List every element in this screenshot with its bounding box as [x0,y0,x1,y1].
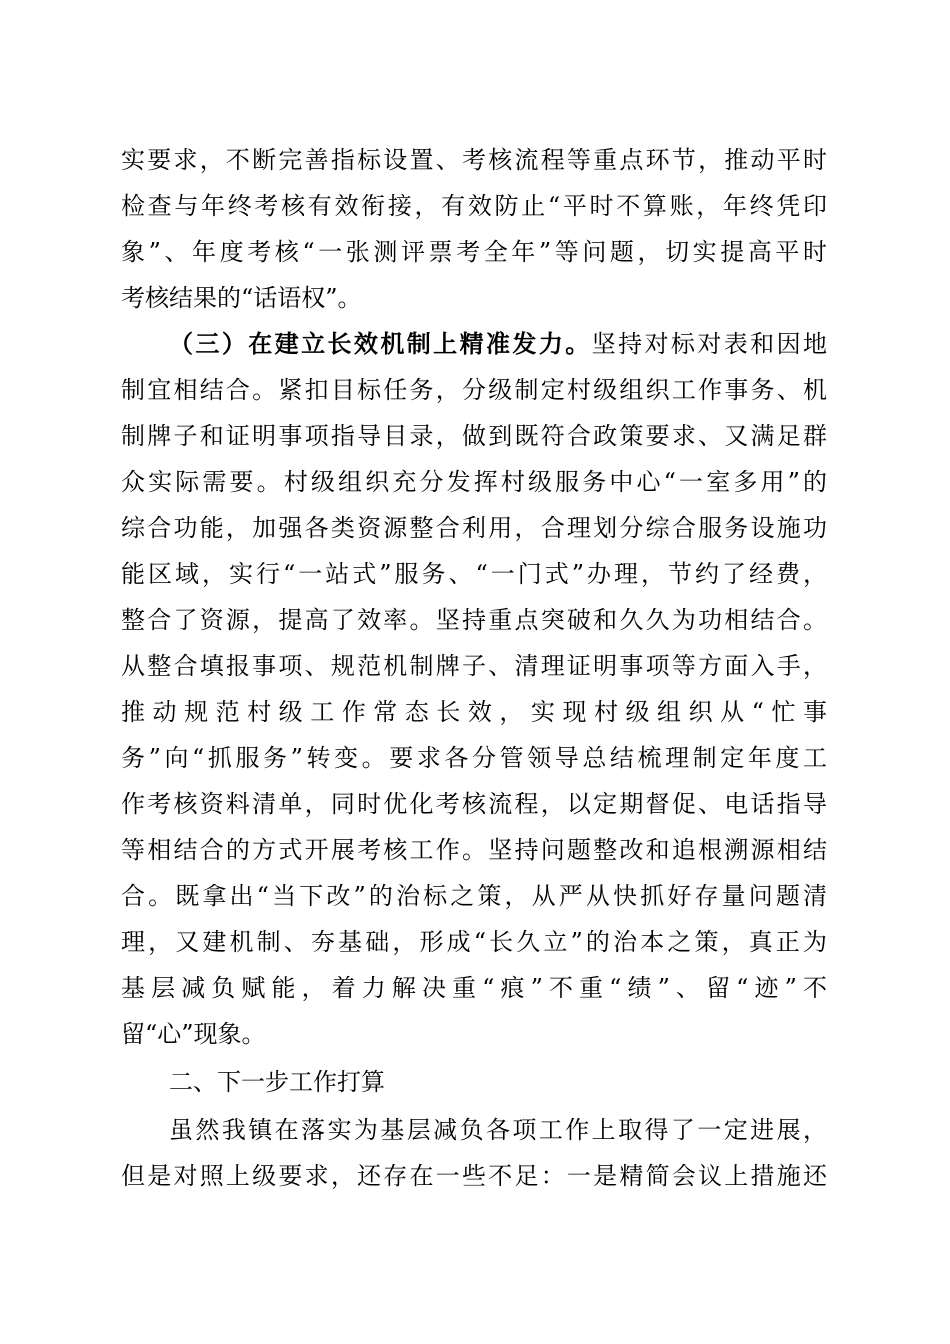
paragraph-line: 众实际需要。村级组织充分发挥村级服务中心“一室多用”的 [121,468,827,496]
paragraph-line: 留“心”现象。 [121,1020,266,1048]
paragraph-line: 推动规范村级工作常态长效，实现村级组织从“忙事 [121,698,827,726]
paragraph-first-line: 虽然我镇在落实为基层减负各项工作上取得了一定进展， [169,1116,827,1144]
paragraph-line: 考核结果的“话语权”。 [121,284,362,312]
paragraph-line: 等相结合的方式开展考核工作。坚持问题整改和追根溯源相结 [121,836,827,864]
paragraph-line: 象”、年度考核“一张测评票考全年”等问题，切实提高平时 [121,238,827,266]
subsection-title: （三）在建立长效机制上精准发力。 [169,329,592,358]
paragraph-line: 作考核资料清单，同时优化考核流程，以定期督促、电话指导 [121,790,827,818]
paragraph-line: 制宜相结合。紧扣目标任务，分级制定村级组织工作事务、机 [121,376,827,404]
paragraph-line: 整合了资源，提高了效率。坚持重点突破和久久为功相结合。 [121,606,827,634]
paragraph-first-line [169,324,827,364]
paragraph-line: 实要求，不断完善指标设置、考核流程等重点环节，推动平时 [121,146,827,174]
paragraph-line: 理，又建机制、夯基础，形成“长久立”的治本之策，真正为 [121,928,827,956]
paragraph-line: 基层减负赋能，着力解决重“痕”不重“绩”、留“迹”不 [121,974,827,1002]
paragraph-line: 制牌子和证明事项指导目录，做到既符合政策要求、又满足群 [121,422,827,450]
paragraph-line: 检查与年终考核有效衔接，有效防止“平时不算账，年终凭印 [121,192,827,220]
paragraph-line: 能区域，实行“一站式”服务、“一门式”办理，节约了经费， [121,560,827,588]
paragraph-line: 综合功能，加强各类资源整合利用，合理划分综合服务设施功 [121,514,827,542]
paragraph-line: 从整合填报事项、规范机制牌子、清理证明事项等方面入手， [121,652,827,680]
paragraph-line: 合。既拿出“当下改”的治标之策，从严从快抓好存量问题清 [121,882,827,910]
paragraph-text: 坚持对标对表和因地 [591,330,828,358]
section-heading: 二、下一步工作打算 [169,1068,385,1096]
paragraph-line: 务”向“抓服务”转变。要求各分管领导总结梳理制定年度工 [121,744,827,772]
paragraph-line: 但是对照上级要求，还存在一些不足：一是精简会议上措施还 [121,1162,827,1190]
